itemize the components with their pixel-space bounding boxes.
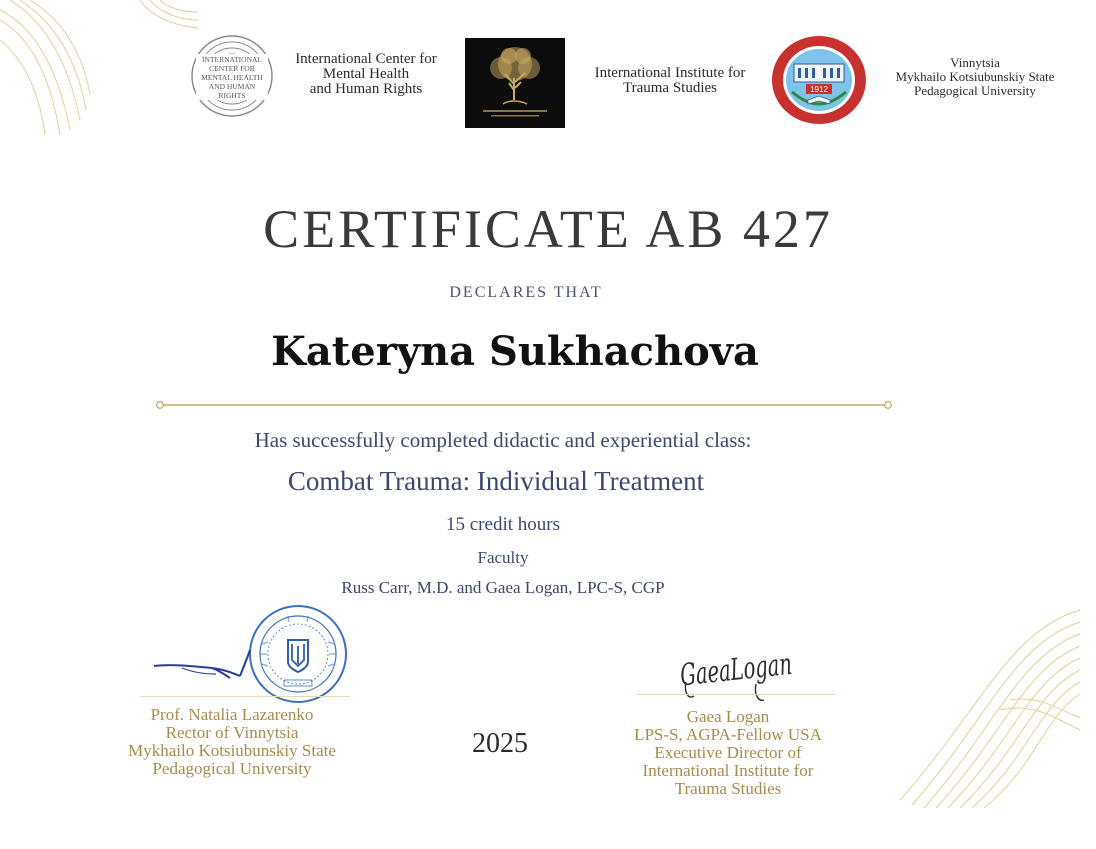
faculty-names: Russ Carr, M.D. and Gaea Logan, LPC-S, CGP [341,578,665,597]
org-name-line: Trauma Studies [622,80,718,96]
labyrinth-emblem-icon [190,34,274,118]
org-name-line: International Center for [295,51,437,67]
org-name-line: Vinnytsia [950,55,1000,70]
icmhhr-logo [190,34,274,118]
org-name-icmhhr [276,52,456,97]
org-name-line: Pedagogical University [914,83,1036,98]
faculty-label: Faculty [477,548,529,567]
signatory-line: Rector of Vinnytsia [165,723,299,742]
signatory-line: International Institute for [642,761,814,780]
logo-text-line: MENTAL HEALTH [201,73,263,82]
signatory-director [606,708,850,798]
declares-subtitle: DECLARES THAT [449,284,603,301]
issue-year: 2025 [472,728,528,759]
org-name-line: International Institute for [594,65,746,81]
logo-text-line: AND HUMAN [208,82,256,91]
signatory-rector [96,706,368,778]
iits-logo [465,38,565,128]
signatory-line: Prof. Natalia Lazarenko [150,705,314,724]
corner-wave-bottom-right-decoration [890,600,1080,810]
university-logo [770,34,868,126]
logo-text-line: INTERNATIONAL [202,55,262,64]
signature-line-right [636,694,836,695]
org-name-iits [572,66,768,96]
logo-text-line: CENTER FOR [209,64,255,73]
signatory-line: Gaea Logan [686,707,770,726]
signature-line-left [140,696,350,697]
golden-tree-icon [465,38,565,128]
credit-hours: 15 credit hours [446,514,560,535]
signatory-line: Mykhailo Kotsiubunskiy State [128,741,336,760]
signatory-line: Executive Director of [654,743,802,762]
signatory-line: Trauma Studies [674,779,782,798]
signatory-line: Pedagogical University [152,759,312,778]
signature-script-text: GaeaLogan [678,640,854,694]
university-founding-year: 1912 [810,85,828,94]
signatory-line: LPS-S, AGPA-Fellow USA [634,725,822,744]
recipient-name: Kateryna Sukhachova [271,328,759,375]
org-name-line: and Human Rights [309,81,423,97]
official-stamp-icon [248,604,348,704]
gold-divider-line [156,398,892,412]
completion-statement: Has successfully completed didactic and experiential class: [254,428,752,452]
signature-lazarenko-icon [152,644,262,686]
signature-logan-icon [672,640,854,706]
logo-text-line: RIGHTS [218,91,246,100]
org-name-university [880,56,1070,98]
certificate-title: CERTIFICATE AB 427 [263,199,833,259]
org-name-line: Mykhailo Kotsiubunskiy State [895,69,1055,84]
course-title: Combat Trauma: Individual Treatment [287,466,705,496]
corner-wave-top-left-decoration [0,0,200,140]
university-crest-icon [770,34,868,126]
org-name-line: Mental Health [322,66,410,82]
